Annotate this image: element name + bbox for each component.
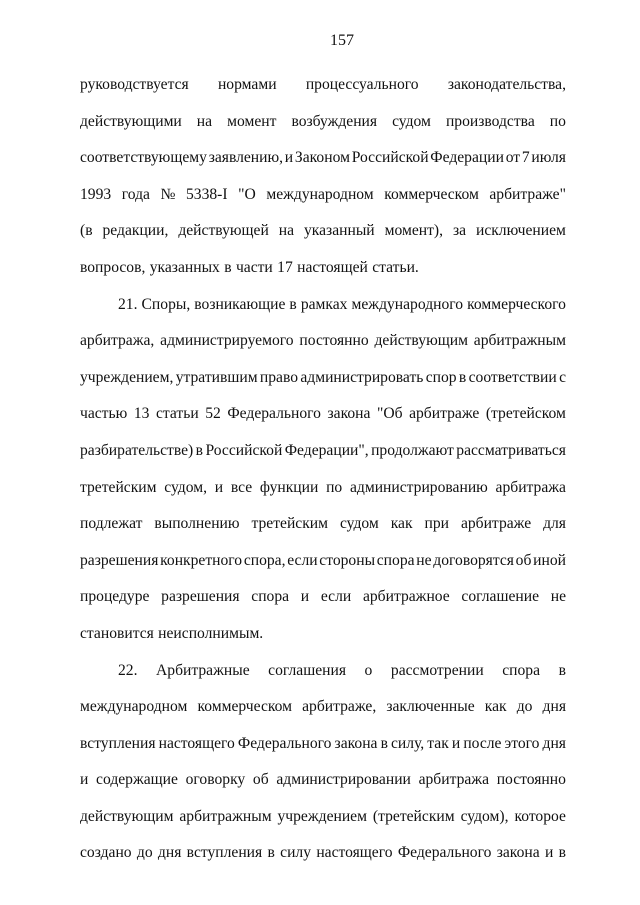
- word: указанный: [303, 222, 375, 240]
- page-number: 157: [330, 32, 354, 49]
- word: для: [543, 515, 566, 533]
- word: о: [364, 661, 373, 679]
- word: настоящего: [158, 734, 235, 752]
- word: разбирательстве): [80, 441, 194, 459]
- word: статьи: [155, 405, 199, 423]
- text-line: [80, 835, 566, 872]
- word: в: [458, 368, 467, 386]
- word: арбитраже": [489, 185, 566, 203]
- word: Российской: [351, 149, 429, 167]
- word: действующими: [80, 112, 182, 130]
- word: судом: [339, 515, 379, 533]
- word: соглашение: [461, 588, 539, 606]
- word: 22.: [118, 661, 138, 679]
- text-line: [80, 726, 566, 763]
- word: в: [224, 258, 232, 276]
- word: "Об: [376, 405, 403, 423]
- word: 7: [521, 149, 530, 167]
- text-line: [80, 470, 566, 507]
- word: арбитража,: [80, 332, 155, 350]
- word: действующей: [178, 222, 269, 240]
- text-line: [80, 579, 566, 616]
- word: в: [289, 295, 297, 313]
- text-line: [80, 762, 566, 799]
- word: третейским: [80, 478, 157, 496]
- word: нормами: [217, 76, 277, 93]
- word: действующим: [80, 807, 174, 825]
- word: постоянно: [496, 771, 566, 789]
- word: действующим: [374, 332, 468, 350]
- text-line: [80, 543, 566, 580]
- word: Арбитражные: [156, 661, 250, 679]
- word: Федерации: [430, 149, 504, 167]
- word: администрировать: [300, 368, 424, 386]
- word: Федерального: [397, 844, 492, 862]
- text-line: [80, 616, 566, 653]
- paragraph-item-22: [80, 653, 566, 873]
- word: конкретного: [160, 551, 243, 569]
- word: вступления: [80, 734, 156, 752]
- word: законодательства,: [447, 76, 566, 93]
- word: дня: [157, 844, 182, 862]
- word: в: [380, 734, 388, 752]
- word: оговорку: [185, 771, 246, 789]
- word: процессуального: [305, 76, 419, 93]
- word: как: [484, 698, 507, 716]
- word: закона: [327, 405, 371, 423]
- word: становится: [80, 624, 154, 642]
- word: судом,: [164, 478, 207, 496]
- text-line: [80, 653, 566, 690]
- word: закона: [496, 844, 540, 862]
- word: года: [121, 185, 150, 203]
- word: (в: [80, 222, 93, 240]
- text-line: [80, 67, 566, 104]
- word: международном: [80, 698, 188, 716]
- word: разрешения: [80, 551, 159, 569]
- word: учреждением,: [80, 368, 174, 386]
- word: указанных: [149, 258, 220, 276]
- word: на: [196, 112, 213, 130]
- word: Российской: [205, 441, 283, 459]
- word: арбитраже,: [302, 698, 377, 716]
- text-line: [80, 287, 566, 324]
- word: руководствуется: [80, 76, 189, 93]
- word: в: [558, 844, 566, 862]
- word: международном: [266, 185, 374, 203]
- word: продолжают: [371, 441, 454, 459]
- word: по: [326, 478, 343, 496]
- word: и: [544, 844, 554, 862]
- word: дня: [542, 698, 566, 716]
- word: момент),: [384, 222, 443, 240]
- word: дня: [542, 734, 566, 752]
- word: договорятся: [433, 551, 514, 569]
- word: Федерации",: [284, 441, 369, 459]
- text-line: [80, 360, 566, 397]
- word: Законом: [294, 149, 350, 167]
- word: с: [559, 368, 566, 386]
- word: арбитражным: [179, 807, 272, 825]
- word: коммерческом: [384, 185, 479, 203]
- word: соответствующему: [80, 149, 207, 167]
- word: за: [452, 222, 467, 240]
- word: администрированию: [349, 478, 488, 496]
- word: в: [267, 844, 275, 862]
- word: арбитраже: [409, 405, 480, 423]
- word: 52: [205, 405, 221, 423]
- word: 13: [133, 405, 150, 423]
- word: по: [549, 112, 566, 130]
- word: вступления: [186, 844, 263, 862]
- word: соответствии: [468, 368, 557, 386]
- word: этого: [504, 734, 540, 752]
- word: и: [214, 478, 224, 496]
- word: рамках: [300, 295, 348, 313]
- text-line: [80, 433, 566, 470]
- word: 21.: [118, 295, 138, 313]
- word: производства: [445, 112, 535, 130]
- word: возникающие: [194, 295, 286, 313]
- word: содержащие: [96, 771, 178, 789]
- word: настоящей: [297, 258, 368, 276]
- word: администрируемого: [160, 332, 294, 350]
- word: от: [505, 149, 521, 167]
- text-line: [80, 213, 566, 250]
- word: спор: [425, 368, 457, 386]
- word: право: [259, 368, 299, 386]
- text-line: [80, 689, 566, 726]
- word: арбитражным: [473, 332, 566, 350]
- word: Федерального: [237, 734, 332, 752]
- word: третейским: [251, 515, 328, 533]
- word: в: [195, 441, 204, 459]
- word: (третейским: [372, 807, 455, 825]
- word: разрешения: [161, 588, 240, 606]
- word: которое: [514, 807, 566, 825]
- word: частью: [80, 405, 128, 423]
- text-line: [80, 506, 566, 543]
- word: на: [278, 222, 295, 240]
- word: при: [424, 515, 449, 533]
- word: статьи.: [372, 258, 419, 276]
- word: заключенные: [386, 698, 475, 716]
- word: спора: [376, 551, 415, 569]
- paragraph-item-21: [80, 287, 566, 653]
- word: как: [390, 515, 413, 533]
- word: об: [252, 771, 269, 789]
- word: спора: [502, 661, 541, 679]
- word: все: [230, 478, 253, 496]
- text-line: [80, 250, 566, 287]
- word: арбитража: [418, 771, 489, 789]
- word: учреждением: [277, 807, 367, 825]
- word: коммерческого: [467, 295, 566, 313]
- word: июля: [531, 149, 566, 167]
- word: №: [160, 185, 176, 203]
- word: Федерального: [227, 405, 321, 423]
- word: не: [550, 588, 566, 606]
- text-line: [80, 323, 566, 360]
- word: постоянно: [299, 332, 369, 350]
- word: 1993: [80, 185, 112, 203]
- word: арбитражное: [362, 588, 450, 606]
- word: утратившим: [175, 368, 258, 386]
- word: 5338-I: [185, 185, 228, 203]
- word: "О: [238, 185, 256, 203]
- word: после: [463, 734, 502, 752]
- word: в: [558, 661, 566, 679]
- word: рассмотрении: [390, 661, 484, 679]
- word: до: [516, 698, 533, 716]
- word: спора,: [243, 551, 286, 569]
- word: редакции,: [102, 222, 169, 240]
- word: заявлению,: [208, 149, 284, 167]
- word: если: [287, 551, 318, 569]
- word: подлежат: [80, 515, 143, 533]
- text-line: [80, 177, 566, 214]
- word: администрировании: [276, 771, 411, 789]
- word: международного: [351, 295, 464, 313]
- word: возбуждения: [291, 112, 378, 130]
- word: так: [427, 734, 449, 752]
- text-line: [80, 104, 566, 141]
- word: части: [235, 258, 273, 276]
- word: создано: [80, 844, 132, 862]
- word: настоящего: [316, 844, 393, 862]
- text-line: [80, 396, 566, 433]
- word: процедуре: [80, 588, 150, 606]
- word: и: [300, 588, 310, 606]
- word: коммерческом: [197, 698, 293, 716]
- word: и: [451, 734, 461, 752]
- word: и: [80, 771, 89, 789]
- paragraph-continuation: [80, 67, 566, 287]
- word: если: [320, 588, 352, 606]
- word: Споры,: [141, 295, 191, 313]
- word: выполнению: [154, 515, 240, 533]
- word: (третейском: [485, 405, 566, 423]
- word: до: [136, 844, 153, 862]
- word: иной: [533, 551, 566, 569]
- word: судом: [392, 112, 431, 130]
- word: спора: [251, 588, 290, 606]
- text-line: [80, 799, 566, 836]
- word: не: [416, 551, 432, 569]
- document-body: [80, 67, 566, 872]
- word: арбитража: [495, 478, 566, 496]
- word: соглашения: [268, 661, 346, 679]
- word: закона: [334, 734, 378, 752]
- word: силу: [280, 844, 312, 862]
- word: неисполнимым.: [158, 624, 264, 642]
- word: 17: [277, 258, 293, 276]
- text-line: [80, 140, 566, 177]
- word: арбитраже: [460, 515, 532, 533]
- word: и: [284, 149, 294, 167]
- word: об: [515, 551, 532, 569]
- word: момент: [227, 112, 277, 130]
- word: судом),: [460, 807, 509, 825]
- word: стороны: [319, 551, 376, 569]
- word: функции: [259, 478, 319, 496]
- word: исключением: [475, 222, 566, 240]
- word: силу,: [391, 734, 425, 752]
- word: вопросов,: [80, 258, 146, 276]
- word: рассматриваться: [456, 441, 566, 459]
